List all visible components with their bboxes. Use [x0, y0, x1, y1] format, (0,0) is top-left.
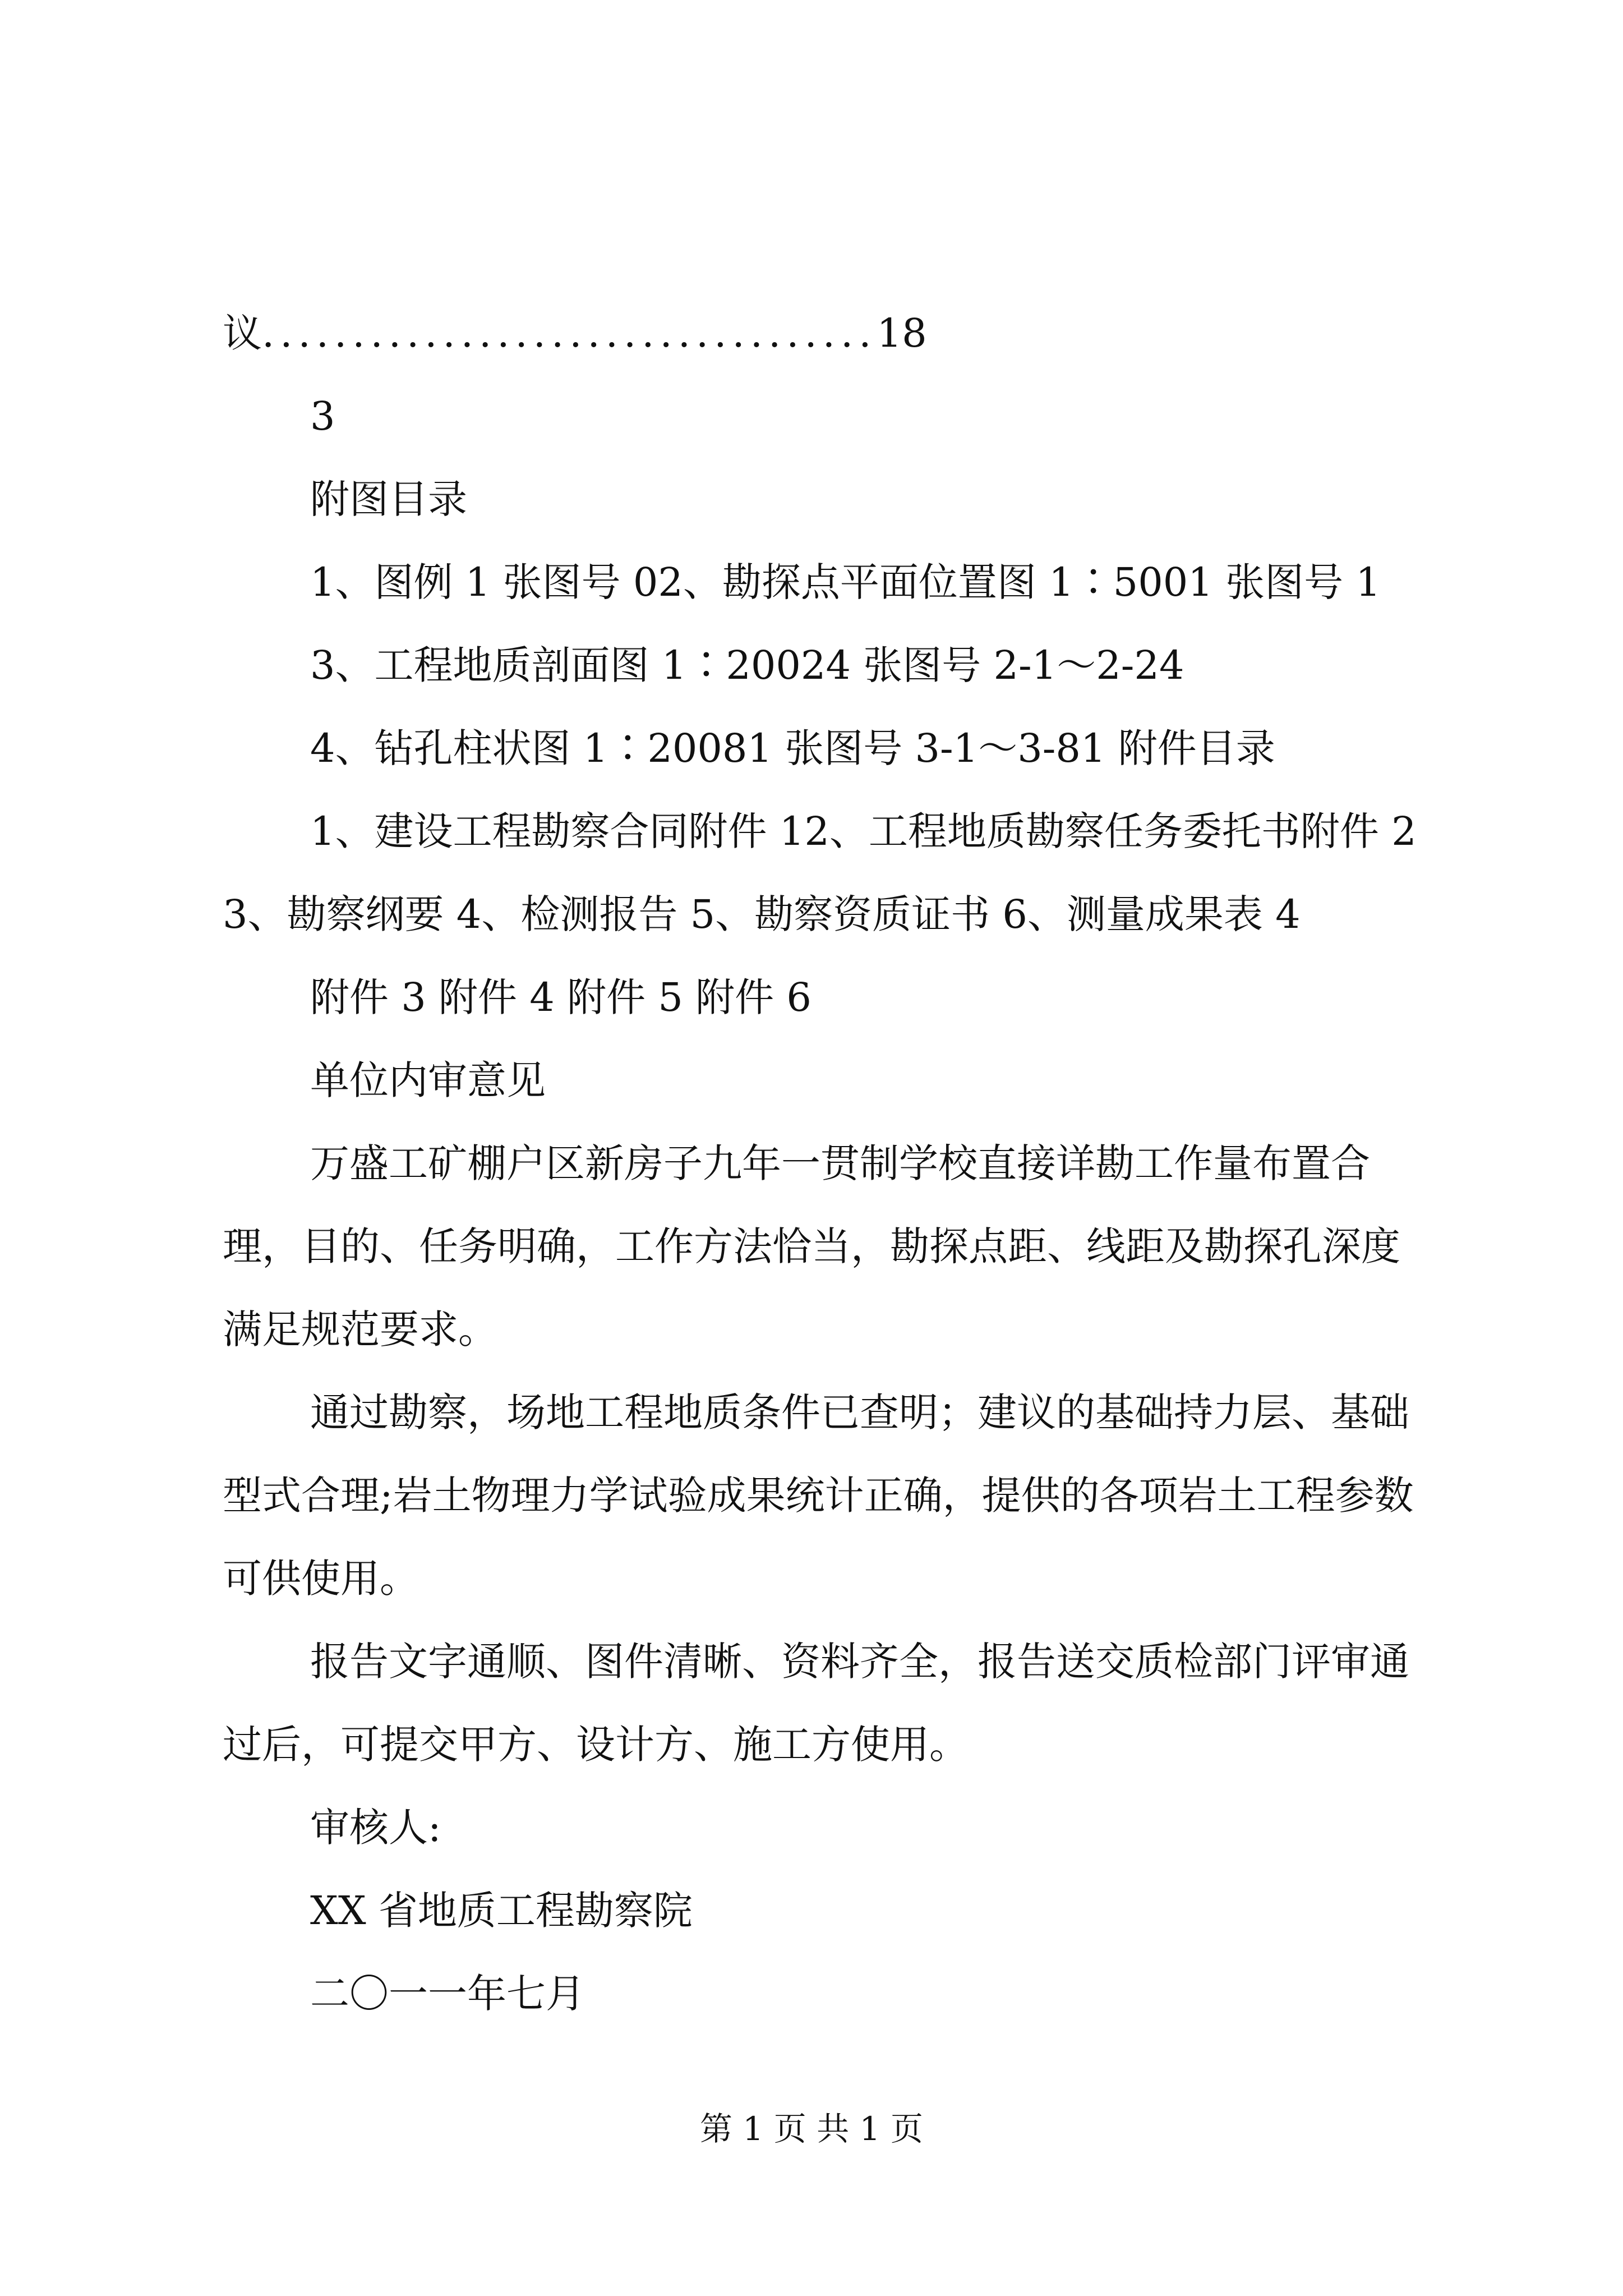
attachments-tail: 附件 3 附件 4 附件 5 附件 6 — [310, 974, 811, 1020]
toc-entry-page: 18 — [877, 310, 927, 356]
figure-list-item: 1、图例 1 张图号 02、勘探点平面位置图 1∶5001 张图号 1 — [310, 559, 1381, 605]
review-paragraph: 通过勘察，场地工程地质条件已查明；建议的基础持力层、基础型式合理;岩土物理力学试验成果统计正确，提供的各项岩土工程参数可供使用。 — [223, 1389, 1414, 1602]
reviewer-label: 审核人: — [310, 1805, 441, 1851]
review-title: 单位内审意见 — [310, 1057, 546, 1103]
document-body — [223, 292, 1434, 2035]
institute-name: XX 省地质工程勘察院 — [310, 1888, 693, 1934]
toc-leader-dots: .................................. — [262, 310, 877, 356]
figure-list-item: 3、工程地质剖面图 1∶20024 张图号 2-1～2-24 — [310, 642, 1184, 688]
figure-list-item: 4、钻孔柱状图 1∶20081 张图号 3-1～3-81 附件目录 — [310, 725, 1275, 771]
page-marker: 3 — [310, 393, 335, 439]
appendix-figures-title: 附图目录 — [310, 476, 467, 522]
page-footer: 第 1 页 共 1 页 — [700, 2110, 923, 2148]
toc-entry-label: 议 — [223, 310, 262, 356]
review-paragraph: 万盛工矿棚户区新房子九年一贯制学校直接详勘工作量布置合理，目的、任务明确，工作方法恰当，勘探点距、线距及勘探孔深度满足规范要求。 — [223, 1140, 1400, 1352]
document-date: 二〇一一年七月 — [310, 1971, 585, 2017]
toc-entry — [223, 292, 1120, 375]
attachments-paragraph: 1、建设工程勘察合同附件 12、工程地质勘察任务委托书附件 23、勘察纲要 4、检测报告 5、勘察资质证书 6、测量成果表 4 — [223, 808, 1417, 937]
review-paragraph: 报告文字通顺、图件清晰、资料齐全，报告送交质检部门评审通过后，可提交甲方、设计方、施工方使用。 — [223, 1639, 1409, 1768]
